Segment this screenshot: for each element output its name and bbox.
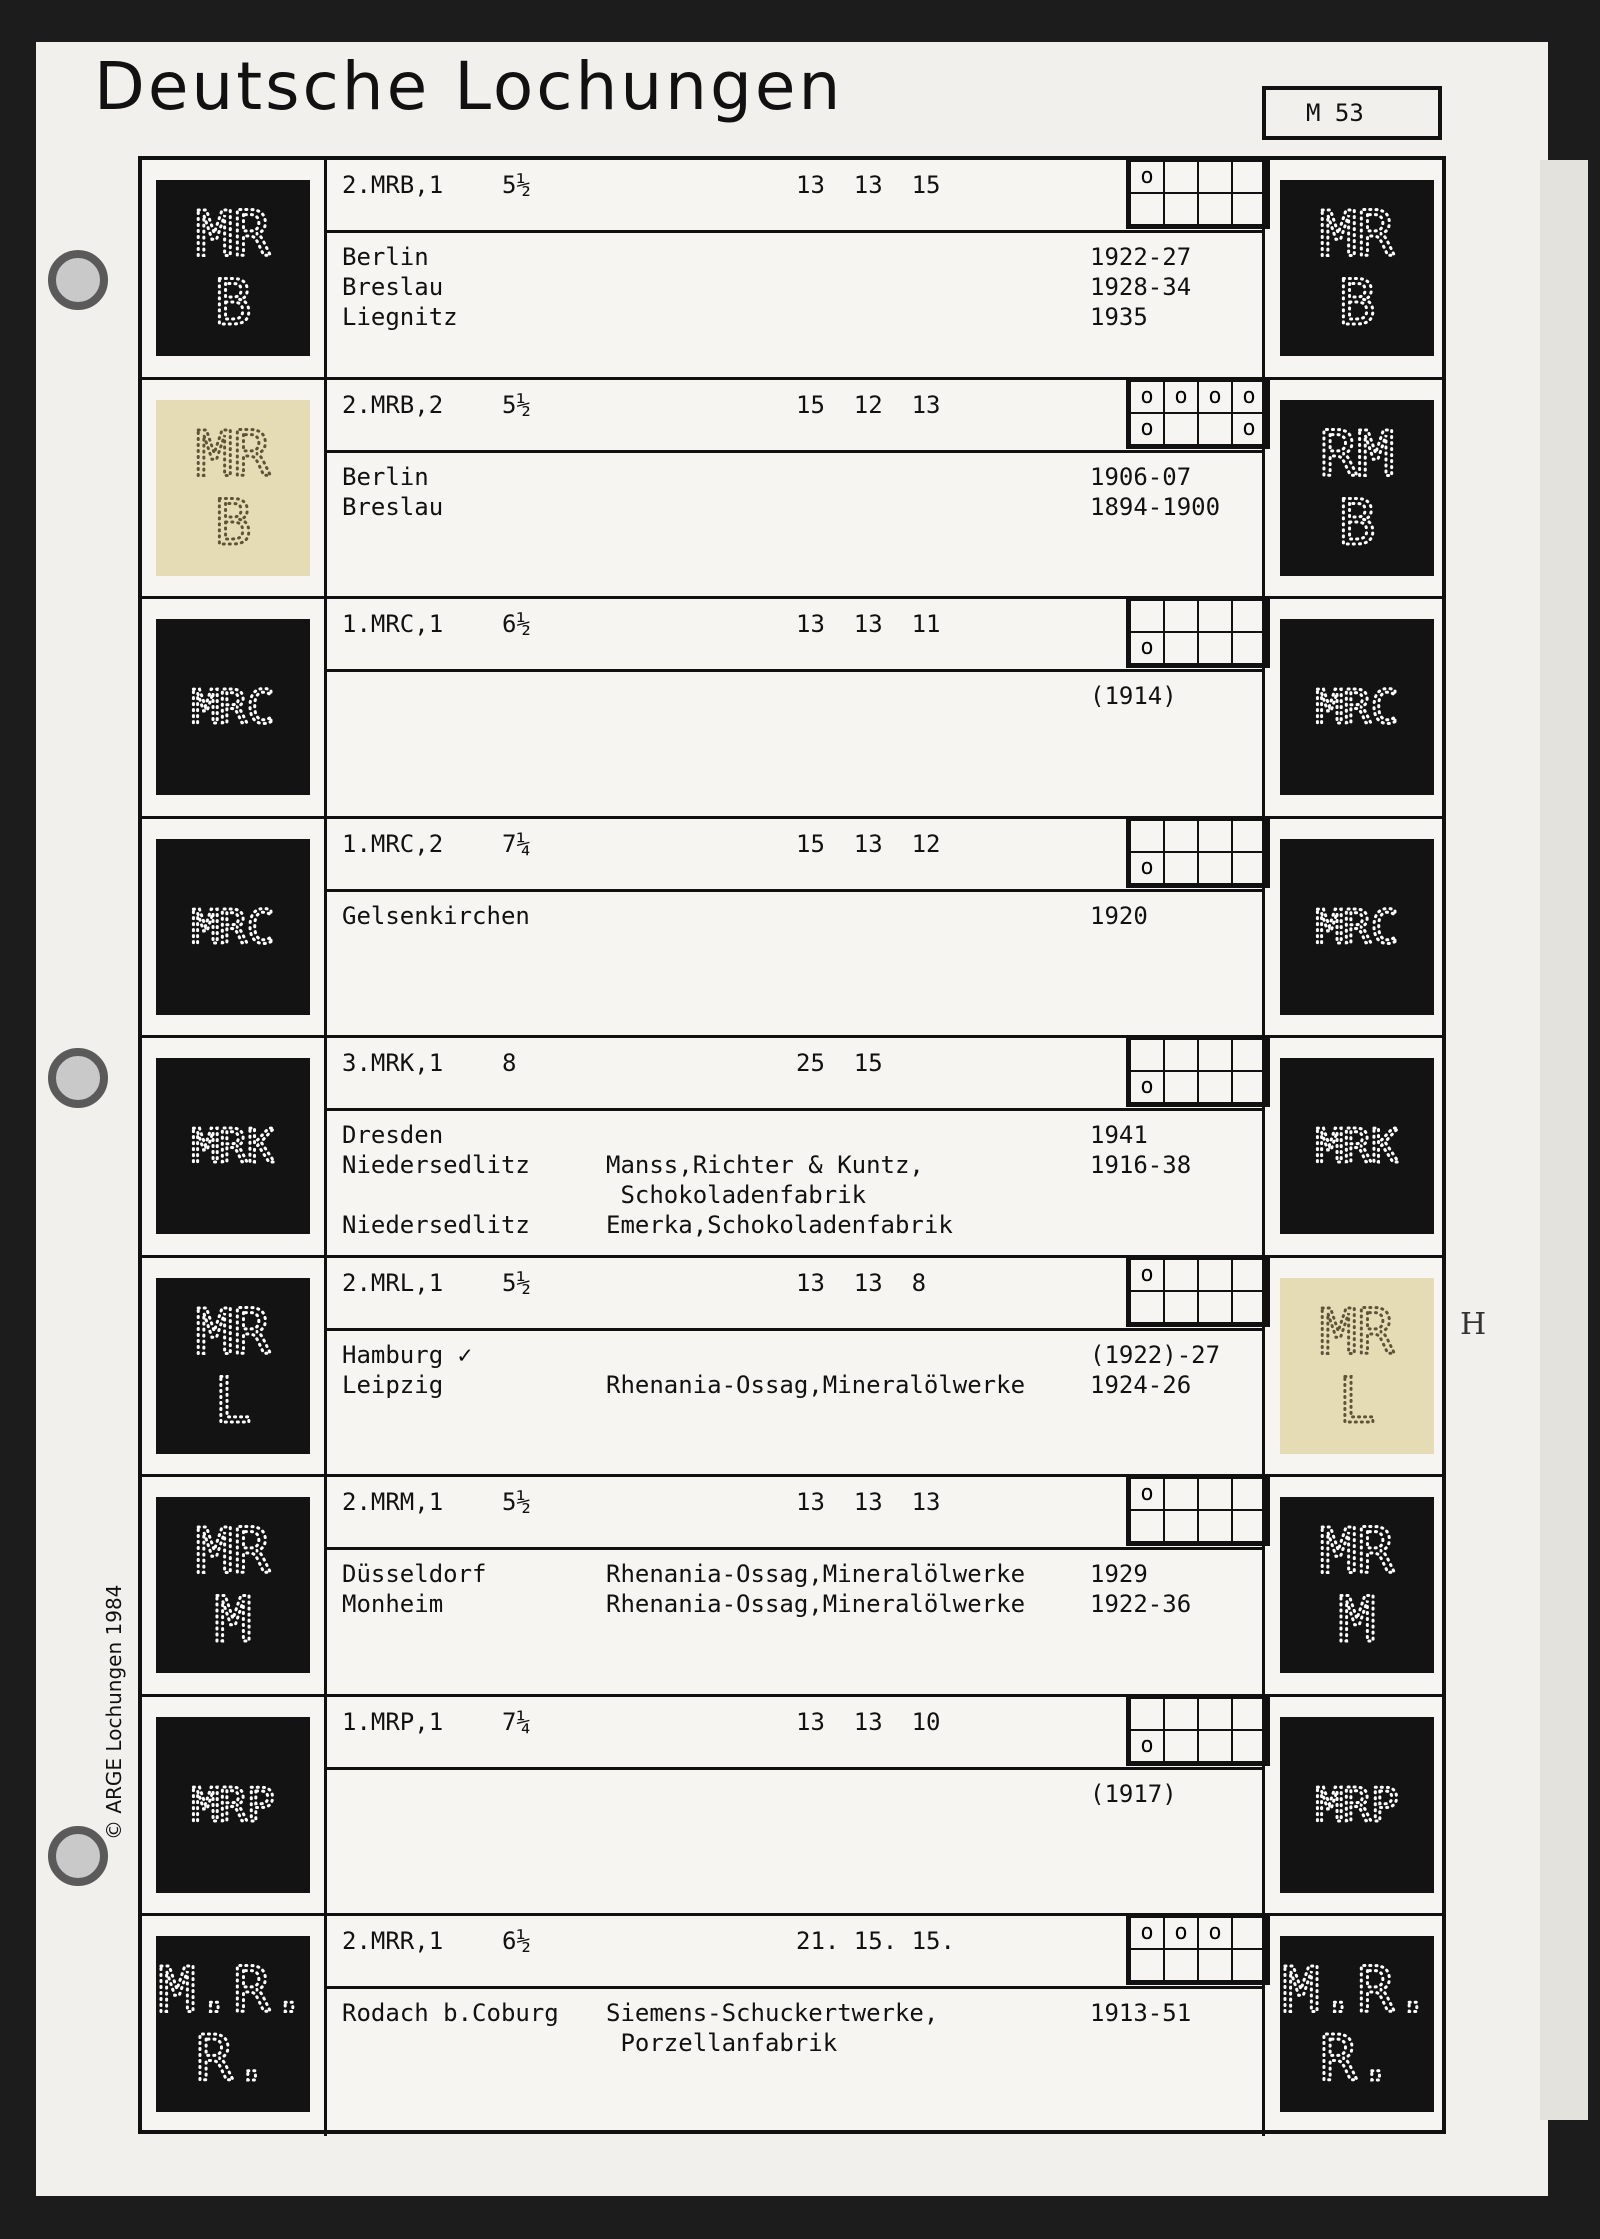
stamp-left xyxy=(156,180,310,356)
years: (1922)-27 1924-26 xyxy=(1090,1340,1221,1399)
stamp-right xyxy=(1280,180,1434,356)
svg-text:MR: MR xyxy=(1319,197,1395,271)
binder-rings xyxy=(30,0,90,2239)
hole-counts: 13 13 8 xyxy=(796,1268,927,1297)
years: 1920 xyxy=(1090,901,1148,930)
grid-cell: o xyxy=(1130,632,1164,664)
hole-counts: 25 15 xyxy=(796,1049,883,1077)
grid-cell: o xyxy=(1198,1917,1232,1949)
places: Berlin Breslau Liegnitz xyxy=(342,243,458,331)
perfin-code: 1.MRC,2 xyxy=(342,829,444,858)
grid-cell xyxy=(1164,1730,1198,1762)
position-grid xyxy=(1126,1038,1270,1107)
svg-text:MR: MR xyxy=(195,197,271,271)
stamp-left xyxy=(156,1058,310,1234)
perfin-code: 2.MRR,1 xyxy=(342,1927,444,1955)
hole-size: 5½ xyxy=(502,1268,531,1297)
grid-cell xyxy=(1198,161,1232,193)
svg-text:B: B xyxy=(214,485,252,559)
grid-cell xyxy=(1232,1259,1266,1291)
grid-cell xyxy=(1130,1510,1164,1542)
grid-cell xyxy=(1198,852,1232,884)
years: 1906-07 1894-1900 xyxy=(1090,462,1221,521)
hole-size: 6½ xyxy=(502,1927,531,1955)
copyright-notice: © ARGE Lochungen 1984 xyxy=(102,1584,126,1840)
hole-size: 5½ xyxy=(502,1488,531,1516)
firm-name: Siemens-Schuckertwerke, Porzellanfabrik xyxy=(606,1999,939,2057)
grid-cell xyxy=(1198,1510,1232,1542)
hole-size: 7¼ xyxy=(502,829,531,858)
grid-cell xyxy=(1232,820,1266,852)
svg-text:MRC: MRC xyxy=(191,680,275,735)
svg-text:R.: R. xyxy=(1319,2021,1395,2095)
row-header-line xyxy=(324,1547,1265,1550)
hole-size: 5½ xyxy=(502,390,531,419)
position-grid xyxy=(1126,599,1270,668)
perfin-pattern xyxy=(156,180,310,356)
stamp-right xyxy=(1280,839,1434,1015)
grid-cell xyxy=(1164,1478,1198,1510)
catalog-entry xyxy=(142,1477,1442,1697)
perfin-code: 2.MRM,1 xyxy=(342,1488,444,1516)
grid-cell: o xyxy=(1130,1259,1164,1291)
svg-text:MRP: MRP xyxy=(191,1777,275,1832)
binder-ring xyxy=(48,250,108,310)
stamp-right xyxy=(1280,1497,1434,1673)
grid-cell xyxy=(1232,1039,1266,1071)
catalog-entry xyxy=(142,819,1442,1039)
grid-cell xyxy=(1130,820,1164,852)
svg-text:MR: MR xyxy=(195,1295,271,1369)
perfin-pattern xyxy=(156,1717,310,1893)
catalog-table xyxy=(138,156,1446,2134)
perfin-pattern xyxy=(1280,1497,1434,1673)
grid-cell xyxy=(1164,413,1198,445)
grid-cell xyxy=(1232,1917,1266,1949)
perfin-pattern xyxy=(1280,1058,1434,1234)
hole-counts: 21. 15. 15. xyxy=(796,1927,955,1955)
svg-text:MR: MR xyxy=(195,1514,271,1588)
stamp-left xyxy=(156,839,310,1015)
grid-cell xyxy=(1232,1698,1266,1730)
grid-cell xyxy=(1164,820,1198,852)
grid-cell: o xyxy=(1130,1917,1164,1949)
perfin-pattern xyxy=(156,1936,310,2112)
hole-counts: 13 13 15 xyxy=(796,171,941,199)
row-header-line xyxy=(324,230,1265,233)
stamp-right xyxy=(1280,400,1434,576)
row-header-line xyxy=(324,1986,1265,1989)
handwritten-annotation: H xyxy=(1460,1307,1487,1342)
years: (1914) xyxy=(1090,682,1177,710)
perfin-code: 2.MRL,1 xyxy=(342,1268,444,1297)
stamp-right xyxy=(1280,619,1434,795)
column-divider xyxy=(324,1477,327,1694)
svg-text:MR: MR xyxy=(1319,1295,1395,1369)
grid-cell: o xyxy=(1232,381,1266,413)
grid-cell: o xyxy=(1130,381,1164,413)
svg-text:B: B xyxy=(1338,265,1376,339)
grid-cell xyxy=(1232,1510,1266,1542)
grid-cell xyxy=(1130,193,1164,225)
binder-ring xyxy=(48,1826,108,1886)
svg-text:M.R.: M.R. xyxy=(158,1953,308,2027)
grid-cell: o xyxy=(1130,1071,1164,1103)
position-grid xyxy=(1126,819,1270,888)
grid-cell xyxy=(1130,600,1164,632)
stamp-left xyxy=(156,619,310,795)
row-header-line xyxy=(324,1328,1265,1331)
grid-cell xyxy=(1232,1949,1266,1981)
grid-cell xyxy=(1232,1071,1266,1103)
catalog-entry xyxy=(142,1916,1442,2136)
column-divider xyxy=(324,1697,327,1914)
grid-cell xyxy=(1164,600,1198,632)
position-grid xyxy=(1126,1697,1270,1766)
hole-counts: 15 12 13 xyxy=(796,390,941,419)
years: 1929 1922-36 xyxy=(1090,1560,1192,1618)
perfin-code: 1.MRP,1 xyxy=(342,1707,444,1736)
grid-cell xyxy=(1164,1698,1198,1730)
grid-cell xyxy=(1164,161,1198,193)
perfin-pattern xyxy=(156,839,310,1015)
hole-size: 6½ xyxy=(502,610,531,638)
grid-cell xyxy=(1198,1291,1232,1323)
position-grid xyxy=(1126,1916,1270,1985)
perfin-pattern xyxy=(1280,1717,1434,1893)
grid-cell xyxy=(1164,1291,1198,1323)
places: Hamburg ✓ Leipzig xyxy=(342,1340,473,1399)
firm-name: Rhenania-Ossag,Mineralölwerke xyxy=(606,1370,1026,1399)
places: Berlin Breslau xyxy=(342,462,444,521)
svg-text:M.R.: M.R. xyxy=(1282,1953,1432,2027)
svg-text:MRK: MRK xyxy=(191,1119,275,1174)
hole-size: 5½ xyxy=(502,171,531,199)
svg-text:B: B xyxy=(1338,485,1376,559)
grid-cell xyxy=(1232,193,1266,225)
grid-cell: o xyxy=(1130,161,1164,193)
row-header-line xyxy=(324,1767,1265,1770)
svg-text:M: M xyxy=(1338,1582,1376,1656)
grid-cell: o xyxy=(1232,413,1266,445)
grid-cell: o xyxy=(1130,1730,1164,1762)
stamp-right xyxy=(1280,1717,1434,1893)
firm-name: Manss,Richter & Kuntz, Schokoladenfabrik Emerka,Schokoladenfabrik xyxy=(606,1151,953,1239)
position-grid xyxy=(1126,1258,1270,1327)
position-grid xyxy=(1126,1477,1270,1546)
perfin-pattern xyxy=(156,400,310,576)
grid-cell xyxy=(1232,1291,1266,1323)
places: Düsseldorf Monheim xyxy=(342,1560,487,1618)
grid-cell xyxy=(1130,1949,1164,1981)
column-divider xyxy=(324,160,327,377)
stamp-left xyxy=(156,400,310,576)
row-header-line xyxy=(324,450,1265,453)
grid-cell xyxy=(1164,1510,1198,1542)
svg-text:L: L xyxy=(1338,1363,1376,1437)
svg-text:MRC: MRC xyxy=(1315,680,1399,735)
hole-size: 8 xyxy=(502,1049,517,1077)
places: Dresden Niedersedlitz Niedersedlitz xyxy=(342,1121,530,1239)
svg-text:RM: RM xyxy=(1319,417,1395,491)
grid-cell xyxy=(1232,852,1266,884)
hole-counts: 13 13 13 xyxy=(796,1488,941,1516)
grid-cell xyxy=(1164,632,1198,664)
grid-cell xyxy=(1198,1478,1232,1510)
perfin-code: 2.MRB,2 xyxy=(342,390,444,419)
perfin-pattern xyxy=(1280,839,1434,1015)
column-divider xyxy=(324,599,327,816)
perfin-pattern xyxy=(1280,1936,1434,2112)
svg-text:M: M xyxy=(214,1582,252,1656)
position-grid xyxy=(1126,160,1270,229)
grid-cell xyxy=(1232,600,1266,632)
stamp-left xyxy=(156,1278,310,1454)
perfin-pattern xyxy=(156,619,310,795)
grid-cell xyxy=(1198,1698,1232,1730)
grid-cell xyxy=(1198,1949,1232,1981)
position-grid xyxy=(1126,380,1270,449)
grid-cell xyxy=(1198,413,1232,445)
page-edge xyxy=(1540,160,1588,2120)
column-divider xyxy=(324,819,327,1036)
column-divider xyxy=(324,1916,327,2136)
grid-cell xyxy=(1164,1071,1198,1103)
grid-cell xyxy=(1164,852,1198,884)
perfin-pattern xyxy=(156,1278,310,1454)
grid-cell: o xyxy=(1130,413,1164,445)
grid-cell xyxy=(1198,632,1232,664)
column-divider xyxy=(324,1258,327,1475)
stamp-left xyxy=(156,1497,310,1673)
perfin-pattern xyxy=(1280,1278,1434,1454)
hole-counts: 13 13 11 xyxy=(796,610,941,638)
grid-cell xyxy=(1164,1259,1198,1291)
grid-cell xyxy=(1164,1039,1198,1071)
years: (1917) xyxy=(1090,1779,1177,1808)
catalog-entry xyxy=(142,1258,1442,1478)
stamp-right xyxy=(1280,1936,1434,2112)
grid-cell xyxy=(1130,1039,1164,1071)
catalog-entry xyxy=(142,1038,1442,1258)
stamp-left xyxy=(156,1717,310,1893)
places: Rodach b.Coburg xyxy=(342,1999,559,2027)
grid-cell xyxy=(1232,1478,1266,1510)
grid-cell xyxy=(1164,193,1198,225)
svg-text:MRC: MRC xyxy=(1315,899,1399,954)
svg-text:MRK: MRK xyxy=(1315,1119,1399,1174)
binder-ring xyxy=(48,1048,108,1108)
row-header-line xyxy=(324,1108,1265,1111)
column-divider xyxy=(324,1038,327,1255)
stamp-left xyxy=(156,1936,310,2112)
stamp-right xyxy=(1280,1058,1434,1234)
grid-cell: o xyxy=(1130,852,1164,884)
svg-text:MRC: MRC xyxy=(191,899,275,954)
page-title: Deutsche Lochungen xyxy=(94,48,844,125)
grid-cell: o xyxy=(1164,381,1198,413)
hole-counts: 13 13 10 xyxy=(796,1707,941,1736)
svg-text:MRP: MRP xyxy=(1315,1777,1399,1832)
catalog-entry xyxy=(142,599,1442,819)
svg-text:B: B xyxy=(214,265,252,339)
grid-cell xyxy=(1164,1949,1198,1981)
grid-cell xyxy=(1198,193,1232,225)
grid-cell xyxy=(1198,1730,1232,1762)
svg-text:L: L xyxy=(214,1363,252,1437)
perfin-code: 2.MRB,1 xyxy=(342,171,444,199)
grid-cell xyxy=(1130,1698,1164,1730)
perfin-code: 1.MRC,1 xyxy=(342,610,444,638)
grid-cell xyxy=(1232,161,1266,193)
row-header-line xyxy=(324,889,1265,892)
years: 1941 1916-38 xyxy=(1090,1121,1192,1179)
stamp-right xyxy=(1280,1278,1434,1454)
svg-text:R.: R. xyxy=(195,2021,271,2095)
svg-text:MR: MR xyxy=(195,417,271,491)
grid-cell xyxy=(1198,820,1232,852)
perfin-pattern xyxy=(1280,400,1434,576)
grid-cell xyxy=(1232,1730,1266,1762)
grid-cell: o xyxy=(1130,1478,1164,1510)
perfin-pattern xyxy=(1280,180,1434,356)
places: Gelsenkirchen xyxy=(342,901,530,930)
row-header-line xyxy=(324,669,1265,672)
grid-cell xyxy=(1198,1039,1232,1071)
firm-name: Rhenania-Ossag,Mineralölwerke Rhenania-Ossag,Mineralölwerke xyxy=(606,1560,1026,1618)
grid-cell xyxy=(1198,1071,1232,1103)
perfin-code: 3.MRK,1 xyxy=(342,1049,444,1077)
years: 1913-51 xyxy=(1090,1999,1192,2027)
column-divider xyxy=(324,380,327,597)
hole-counts: 15 13 12 xyxy=(796,829,941,858)
catalog-entry xyxy=(142,380,1442,600)
grid-cell: o xyxy=(1198,381,1232,413)
hole-size: 7¼ xyxy=(502,1707,531,1736)
catalog-entry xyxy=(142,1697,1442,1917)
catalog-entry xyxy=(142,160,1442,380)
grid-cell xyxy=(1198,600,1232,632)
years: 1922-27 1928-34 1935 xyxy=(1090,243,1192,331)
grid-cell xyxy=(1232,632,1266,664)
perfin-pattern xyxy=(1280,619,1434,795)
perfin-pattern xyxy=(156,1497,310,1673)
svg-text:MR: MR xyxy=(1319,1514,1395,1588)
perfin-pattern xyxy=(156,1058,310,1234)
grid-cell xyxy=(1130,1291,1164,1323)
grid-cell: o xyxy=(1164,1917,1198,1949)
page-code: M 53 xyxy=(1262,86,1442,140)
grid-cell xyxy=(1198,1259,1232,1291)
